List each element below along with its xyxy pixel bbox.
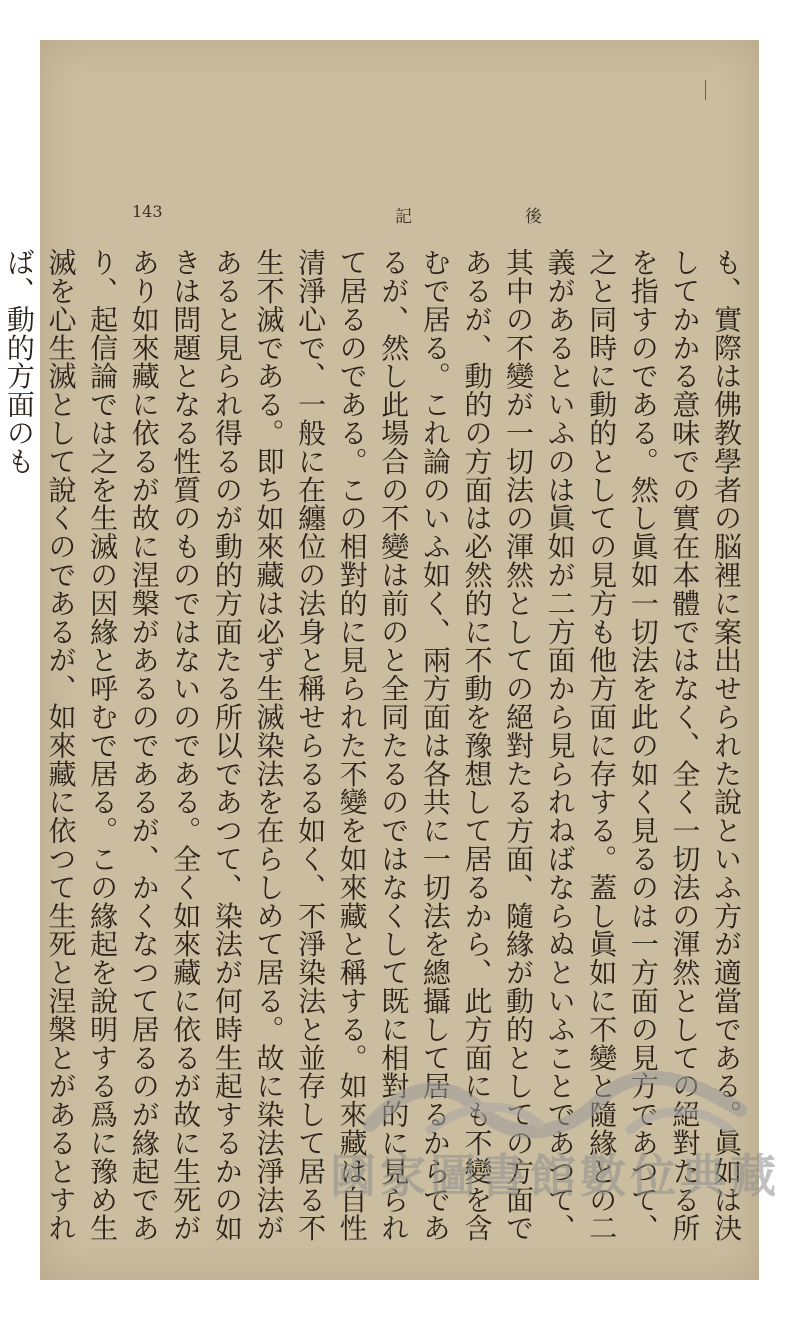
watermark-logo-icon xyxy=(330,1070,780,1150)
running-head-char-2: 記 xyxy=(395,207,412,227)
crop-mark xyxy=(705,80,706,100)
vertical-body-text: も、實際は佛教學者の脳裡に案出せられた說といふ方が適當である。眞如は決してかかる意味での實在本體ではなく、全く一切法の渾然としての絕對たる所を指すのである。然し眞如一切法を此の如く見るのは一方面の見方であつて、之と同時に動的としての見方も他方面に存する。蓋し眞如に不變と隨緣との二義があるといふのは眞如が二方面から見られねばならぬといふことであつて、其中の不變が一切法の渾然としての絕對たる方面、隨緣が動的としての方面であるが、動的の方面は必然的に不動を豫想して居るから、此方面にも不變を含むで居る。これ論のいふ如く、兩方面は各共に一切法を總攝して居るからであるが、然し此場合の不變は前のと全同たるのではなくして既に相對的に見られて居るのである。この相對的に見られた不變を如來藏と稱する。如來藏は自性清淨心で、一般に在纏位の法身と稱せらるる如く、不淨染法と並存して居る不生不滅である。即ち如來藏は必ず生滅染法を在らしめて居る。故に染法淨法があると見られ得るのが動的方面たる所以であつて、染法が何時生起するかの如きは問題となる性質のものではないのである。全く如來藏に依るが故に生死があり如來藏に依るが故に涅槃があるのであるが、かくなつて居るのが緣起であり、起信論では之を生滅の因緣と呼むで居る。この緣起を說明する爲に豫め生滅を心生滅として說くのであるが、如來藏に依つて生死と涅槃とがあるとすれば、動的方面のも xyxy=(2,248,743,1242)
watermark-text: 國家圖書館數位典藏 xyxy=(330,1149,780,1203)
page-number: 143 xyxy=(132,202,163,221)
running-head-char-1: 後 xyxy=(525,207,542,227)
library-watermark xyxy=(330,1070,780,1220)
